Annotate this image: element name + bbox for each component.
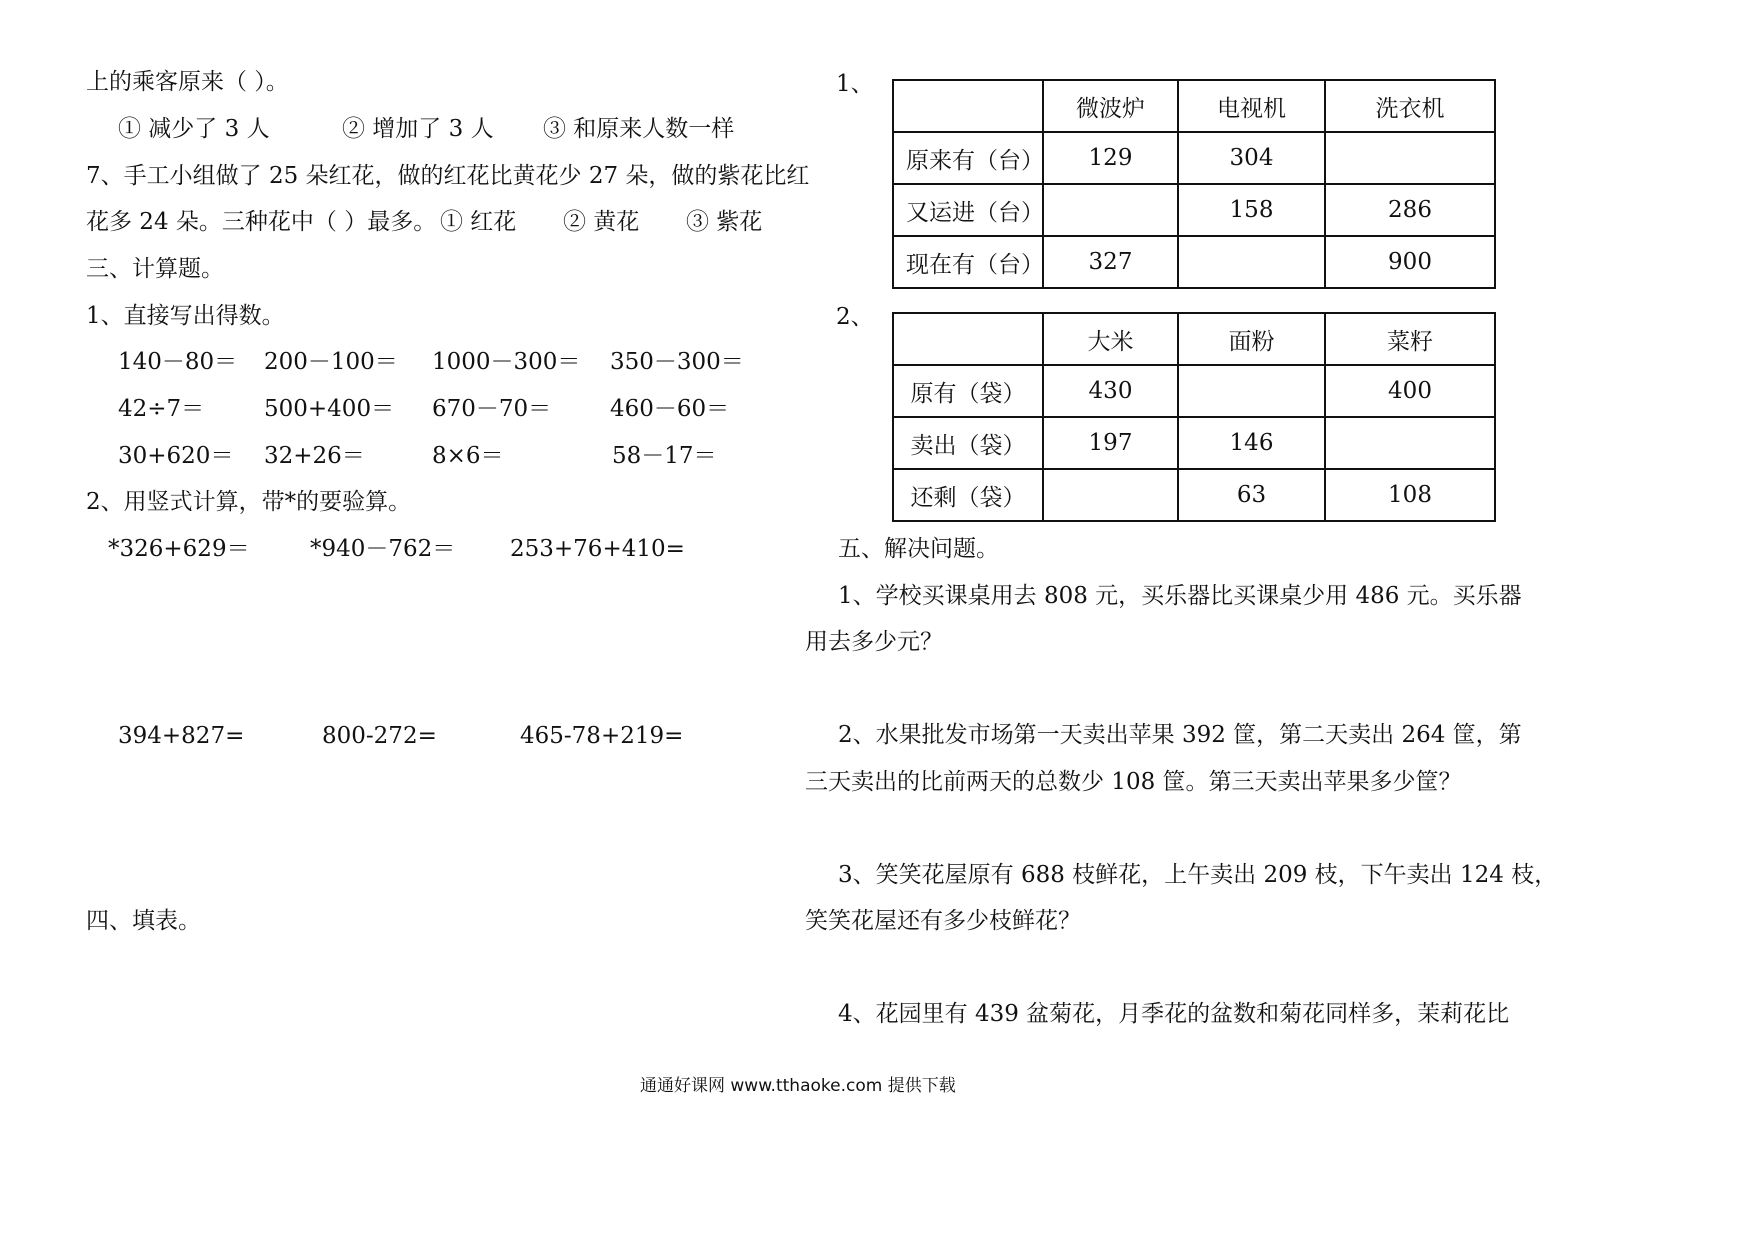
table-cell[interactable] bbox=[893, 313, 1043, 365]
row-label: 原来有（台） bbox=[893, 132, 1043, 184]
table-cell: 430 bbox=[1043, 365, 1178, 417]
oral-calc-item: 8×6＝ bbox=[432, 443, 504, 469]
calc-q2-heading: 2、用竖式计算，带*的要验算。 bbox=[86, 489, 412, 515]
q7-option-3: ③ 紫花 bbox=[686, 209, 763, 235]
question-7-line-2: 花多 24 朵。三种花中（ ）最多。 bbox=[86, 209, 437, 235]
problem-1-line-1: 1、学校买课桌用去 808 元，买乐器比买课桌少用 486 元。买乐器 bbox=[838, 583, 1522, 609]
footer-credit: 通通好课网 www.tthaoke.com 提供下载 bbox=[640, 1076, 956, 1096]
table-header-cell: 面粉 bbox=[1178, 313, 1325, 365]
problem-3-line-1: 3、笑笑花屋原有 688 枝鲜花，上午卖出 209 枝，下午卖出 124 枝， bbox=[838, 862, 1558, 888]
section-3-heading: 三、计算题。 bbox=[86, 256, 224, 282]
table-row bbox=[893, 236, 1495, 288]
vertical-calc-item: *940－762＝ bbox=[310, 536, 456, 562]
vertical-calc-item: 394+827= bbox=[118, 723, 245, 749]
oral-calc-item: 1000－300＝ bbox=[432, 349, 581, 375]
row-label: 现在有（台） bbox=[893, 236, 1043, 288]
oral-calc-item: 670－70＝ bbox=[432, 396, 552, 422]
q6-option-3: ③ 和原来人数一样 bbox=[543, 116, 735, 142]
table-header-cell: 洗衣机 bbox=[1325, 80, 1495, 132]
table-row bbox=[893, 469, 1495, 521]
blank-cell[interactable] bbox=[1043, 469, 1178, 521]
table-row bbox=[893, 417, 1495, 469]
table-cell: 129 bbox=[1043, 132, 1178, 184]
table-cell: 327 bbox=[1043, 236, 1178, 288]
row-label: 卖出（袋） bbox=[893, 417, 1043, 469]
oral-calc-item: 58－17＝ bbox=[612, 443, 717, 469]
table-cell: 304 bbox=[1178, 132, 1325, 184]
calc-q1-heading: 1、直接写出得数。 bbox=[86, 303, 285, 329]
table-header-cell: 电视机 bbox=[1178, 80, 1325, 132]
oral-calc-item: 140－80＝ bbox=[118, 349, 238, 375]
vertical-calc-item: 253+76+410= bbox=[510, 536, 685, 562]
oral-calc-item: 200－100＝ bbox=[264, 349, 398, 375]
row-label: 原有（袋） bbox=[893, 365, 1043, 417]
blank-cell[interactable] bbox=[1178, 236, 1325, 288]
table-cell[interactable] bbox=[893, 80, 1043, 132]
problem-3-line-2: 笑笑花屋还有多少枝鲜花？ bbox=[805, 908, 1081, 934]
vertical-calc-item: *326+629＝ bbox=[108, 536, 250, 562]
blank-cell[interactable] bbox=[1178, 365, 1325, 417]
q6-option-1: ① 减少了 3 人 bbox=[118, 116, 270, 142]
table-row bbox=[893, 184, 1495, 236]
section-5-heading: 五、解决问题。 bbox=[838, 536, 999, 562]
table-header-row bbox=[893, 80, 1495, 132]
table-cell: 286 bbox=[1325, 184, 1495, 236]
appliance-table bbox=[892, 79, 1496, 289]
table-header-cell: 菜籽 bbox=[1325, 313, 1495, 365]
table-cell: 900 bbox=[1325, 236, 1495, 288]
section-4-heading: 四、填表。 bbox=[86, 908, 201, 934]
blank-cell[interactable] bbox=[1325, 132, 1495, 184]
question-7-line-1: 7、手工小组做了 25 朵红花，做的红花比黄花少 27 朵，做的紫花比红 bbox=[86, 163, 810, 189]
table-2-label: 2、 bbox=[836, 304, 874, 330]
grain-table bbox=[892, 312, 1496, 522]
table-cell: 158 bbox=[1178, 184, 1325, 236]
oral-calc-item: 42÷7＝ bbox=[118, 396, 205, 422]
problem-4-line-1: 4、花园里有 439 盆菊花，月季花的盆数和菊花同样多，茉莉花比 bbox=[838, 1001, 1510, 1027]
row-label: 又运进（台） bbox=[893, 184, 1043, 236]
q7-option-2: ② 黄花 bbox=[563, 209, 640, 235]
table-cell: 400 bbox=[1325, 365, 1495, 417]
vertical-calc-item: 800-272= bbox=[322, 723, 437, 749]
table-cell: 63 bbox=[1178, 469, 1325, 521]
oral-calc-item: 32+26＝ bbox=[264, 443, 365, 469]
oral-calc-item: 30+620＝ bbox=[118, 443, 234, 469]
table-row bbox=[893, 132, 1495, 184]
table-header-cell: 微波炉 bbox=[1043, 80, 1178, 132]
vertical-calc-item: 465-78+219= bbox=[520, 723, 684, 749]
q6-option-2: ② 增加了 3 人 bbox=[342, 116, 494, 142]
table-header-row bbox=[893, 313, 1495, 365]
row-label: 还剩（袋） bbox=[893, 469, 1043, 521]
question-6-tail: 上的乘客原来（ ）。 bbox=[86, 69, 289, 95]
table-header-cell: 大米 bbox=[1043, 313, 1178, 365]
oral-calc-item: 500+400＝ bbox=[264, 396, 395, 422]
problem-1-line-2: 用去多少元？ bbox=[805, 629, 943, 655]
table-cell: 146 bbox=[1178, 417, 1325, 469]
q7-option-1: ① 红花 bbox=[440, 209, 517, 235]
problem-2-line-2: 三天卖出的比前两天的总数少 108 筐。第三天卖出苹果多少筐？ bbox=[805, 769, 1462, 795]
blank-cell[interactable] bbox=[1043, 184, 1178, 236]
oral-calc-item: 460－60＝ bbox=[610, 396, 730, 422]
table-cell: 108 bbox=[1325, 469, 1495, 521]
table-row bbox=[893, 365, 1495, 417]
table-cell: 197 bbox=[1043, 417, 1178, 469]
problem-2-line-1: 2、水果批发市场第一天卖出苹果 392 筐，第二天卖出 264 筐，第 bbox=[838, 722, 1522, 748]
blank-cell[interactable] bbox=[1325, 417, 1495, 469]
table-1-label: 1、 bbox=[836, 71, 874, 97]
oral-calc-item: 350－300＝ bbox=[610, 349, 744, 375]
